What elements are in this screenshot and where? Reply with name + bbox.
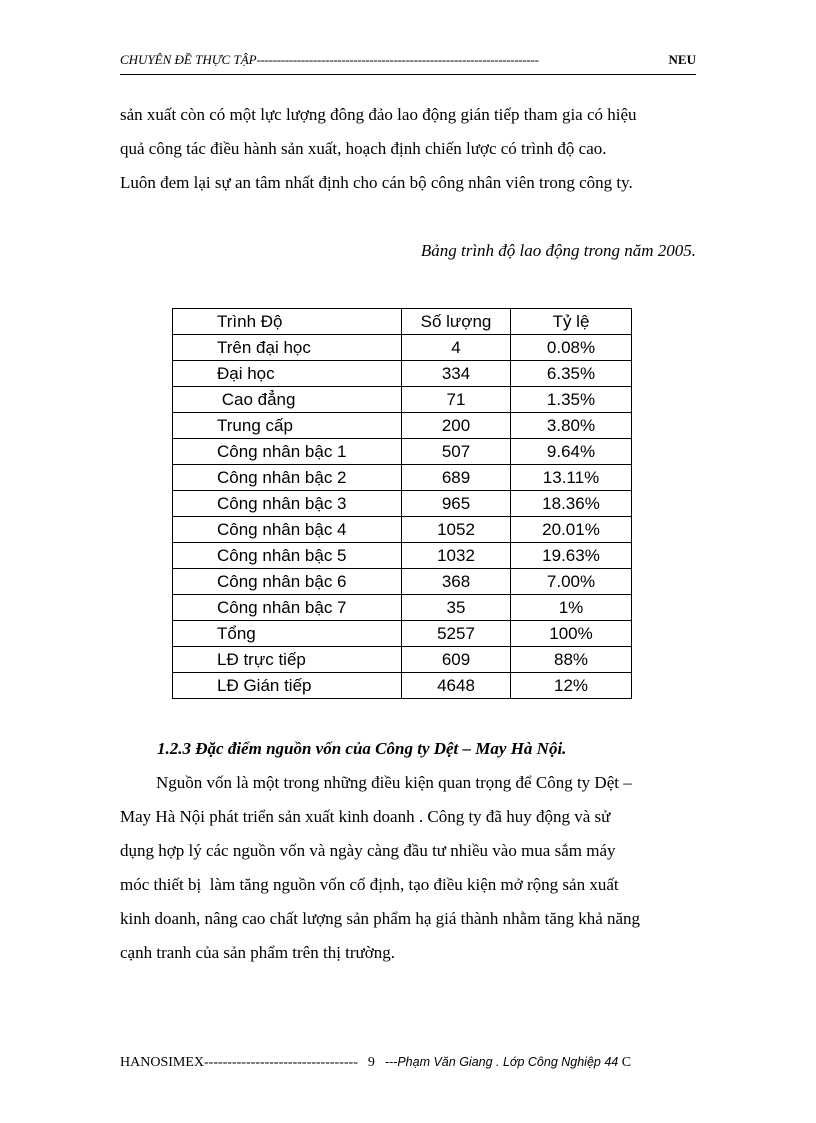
cell-ratio: 19.63% — [511, 543, 632, 569]
footer-left: HANOSIMEX--------------------------------- — [120, 1055, 358, 1070]
cell-count: 5257 — [402, 621, 511, 647]
intro-paragraph — [120, 98, 700, 200]
table-row — [173, 621, 632, 647]
cell-ratio: 7.00% — [511, 569, 632, 595]
cell-level: Công nhân bậc 5 — [173, 543, 402, 569]
cell-count: 4648 — [402, 673, 511, 699]
cell-ratio: 12% — [511, 673, 632, 699]
cell-ratio: 88% — [511, 647, 632, 673]
cell-count: 200 — [402, 413, 511, 439]
table-row — [173, 647, 632, 673]
cell-level: Đại học — [173, 361, 402, 387]
section-line: kinh doanh, nâng cao chất lượng sản phẩm hạ giá thành nhằm tăng khả năng — [120, 909, 641, 928]
intro-line: Luôn đem lại sự an tâm nhất định cho cán bộ công nhân viên trong công ty. — [120, 173, 633, 192]
footer-suffix: C — [618, 1055, 632, 1070]
cell-count: 368 — [402, 569, 511, 595]
section-line: Nguồn vốn là một trong những điều kiện quan trọng để Công ty Dệt – — [156, 773, 632, 792]
cell-ratio: 6.35% — [511, 361, 632, 387]
header-cell-ratio: Tỷ lệ — [511, 309, 632, 335]
cell-level: Công nhân bậc 6 — [173, 569, 402, 595]
section-paragraph — [120, 766, 700, 970]
cell-level: Trên đại học — [173, 335, 402, 361]
table-row — [173, 673, 632, 699]
cell-count: 1052 — [402, 517, 511, 543]
cell-count: 965 — [402, 491, 511, 517]
table-row — [173, 387, 632, 413]
table-row — [173, 361, 632, 387]
header-cell-count: Số lượng — [402, 309, 511, 335]
header-dashes: ---------------------------------------------------------------------- — [256, 52, 539, 67]
table-row — [173, 595, 632, 621]
cell-level: Tổng — [173, 621, 402, 647]
cell-ratio: 20.01% — [511, 517, 632, 543]
table-row — [173, 465, 632, 491]
page-number: 9 — [367, 1055, 375, 1070]
cell-count: 609 — [402, 647, 511, 673]
cell-level: Công nhân bậc 4 — [173, 517, 402, 543]
page-header — [120, 52, 696, 68]
cell-ratio: 18.36% — [511, 491, 632, 517]
table-row — [173, 413, 632, 439]
table-row — [173, 517, 632, 543]
page-footer — [120, 1053, 696, 1072]
table-caption: Bảng trình độ lao động trong năm 2005. — [420, 241, 696, 260]
cell-level: Trung cấp — [173, 413, 402, 439]
footer-author: ---Phạm Văn Giang . Lớp Công Nghiệp 44 — [384, 1055, 619, 1069]
table-row — [173, 439, 632, 465]
section-line: cạnh tranh của sản phẩm trên thị trường. — [120, 943, 396, 962]
header-title: CHUYÊN ĐỀ THỰC TẬP — [120, 52, 257, 67]
cell-count: 334 — [402, 361, 511, 387]
cell-level: Cao đẳng — [173, 387, 402, 413]
cell-level: Công nhân bậc 3 — [173, 491, 402, 517]
table-row — [173, 569, 632, 595]
cell-level: LĐ Gián tiếp — [173, 673, 402, 699]
cell-count: 507 — [402, 439, 511, 465]
cell-ratio: 13.11% — [511, 465, 632, 491]
cell-count: 35 — [402, 595, 511, 621]
cell-level: Công nhân bậc 7 — [173, 595, 402, 621]
intro-line: sản xuất còn có một lực lượng đông đảo lao động gián tiếp tham gia có hiệu — [120, 105, 637, 124]
table-header-row — [173, 309, 632, 335]
cell-ratio: 1.35% — [511, 387, 632, 413]
labor-table — [172, 308, 632, 699]
header-cell-level: Trình Độ — [173, 309, 402, 335]
table-row — [173, 543, 632, 569]
table-row — [173, 491, 632, 517]
table-row — [173, 335, 632, 361]
cell-count: 689 — [402, 465, 511, 491]
header-rule — [120, 74, 696, 75]
cell-ratio: 1% — [511, 595, 632, 621]
section-heading: 1.2.3 Đặc điểm nguồn vốn của Công ty Dệt – May Hà Nội. — [157, 739, 567, 758]
section-line: May Hà Nội phát triển sản xuất kinh doanh . Công ty đã huy động và sử — [120, 807, 611, 826]
cell-count: 4 — [402, 335, 511, 361]
cell-level: Công nhân bậc 1 — [173, 439, 402, 465]
cell-ratio: 9.64% — [511, 439, 632, 465]
cell-level: LĐ trực tiếp — [173, 647, 402, 673]
header-right-label: NEU — [668, 52, 696, 67]
section-line: dụng hợp lý các nguồn vốn và ngày càng đầu tư nhiều vào mua sắm máy — [120, 841, 616, 860]
cell-ratio: 0.08% — [511, 335, 632, 361]
cell-count: 1032 — [402, 543, 511, 569]
cell-level: Công nhân bậc 2 — [173, 465, 402, 491]
cell-count: 71 — [402, 387, 511, 413]
cell-ratio: 100% — [511, 621, 632, 647]
intro-line: quả công tác điều hành sản xuất, hoạch định chiến lược có trình độ cao. — [120, 139, 607, 158]
section-line: móc thiết bị làm tăng nguồn vốn cố định, tạo điều kiện mở rộng sản xuất — [120, 875, 619, 894]
cell-ratio: 3.80% — [511, 413, 632, 439]
